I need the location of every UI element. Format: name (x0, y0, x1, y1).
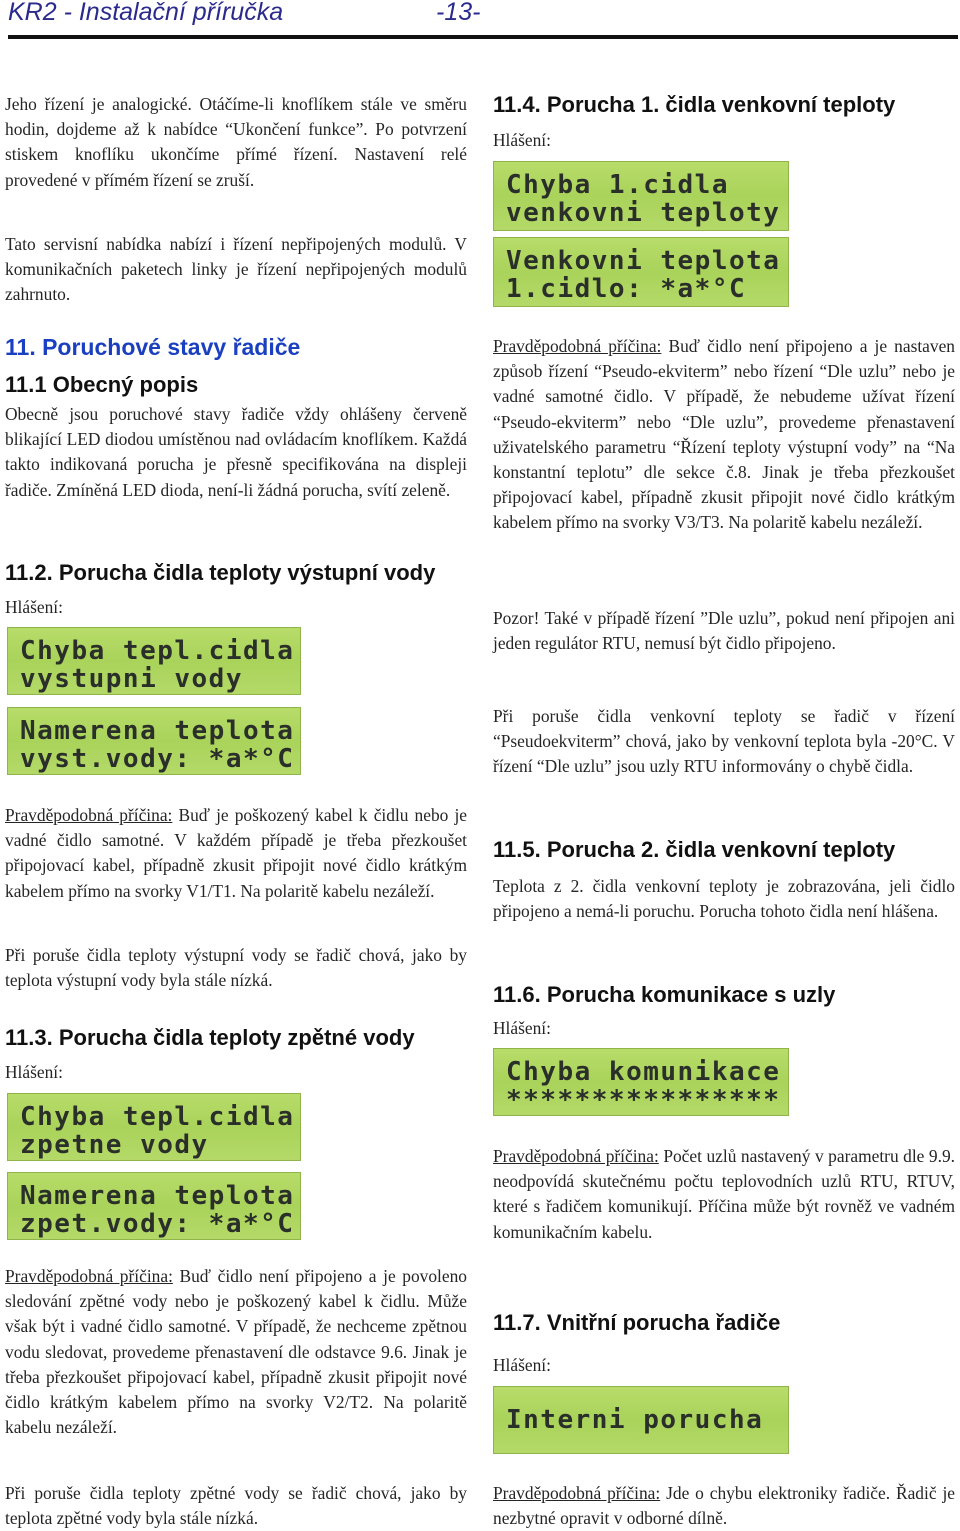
report-label-11-6: Hlášení: (493, 1018, 551, 1038)
lcd-line-1: Chyba tepl.cidla (20, 1102, 295, 1132)
page-header (0, 0, 960, 42)
section-11-7-heading: 11.7. Vnitřní porucha řadiče (493, 1310, 781, 1335)
document-title: KR2 - Instalační příručka (8, 0, 284, 26)
cause-label: Pravděpodobná příčina: (493, 336, 662, 356)
behavior-paragraph-11-4: Při poruše čidla venkovní teploty se řadič v řízení “Pseudoekviterm” chová, jako by venkovní teplota byla -20°C. V řízení “Dle uzlu” jsou uzly RTU informovány o chybě čidla. (493, 706, 955, 777)
cause-text: Počet uzlů nastavený v parametru dle 9.9. neodpovídá skutečnému počtu teplovodních uzlů RTU, RTUV, které s řadičem komunikují. Příčina může být rovněž ve vadném komunikačním kabelu. (493, 1146, 955, 1242)
cause-label: Pravděpodobná příčina: (493, 1146, 659, 1166)
cause-text: Buď je poškozený kabel k čidlu nebo je vadné čidlo samotné. V každém případě je třeba přezkoušet připojovací kabel, případně zkusit připojit nové čidlo krátkým kabelem přímo na svorky V1/T1. Na polaritě kabelu nezáleží. (5, 805, 467, 901)
lcd-display-11-2a (7, 627, 301, 695)
lcd-display-11-7 (493, 1386, 789, 1454)
page-number: -13- (436, 0, 481, 26)
lcd-line-2: zpet.vody: *a*°C (20, 1209, 295, 1239)
cause-label: Pravděpodobná příčina: (5, 1266, 173, 1286)
lcd-display-11-4a (493, 161, 789, 231)
lcd-line-1: Interni porucha (506, 1405, 764, 1435)
cause-paragraph-11-7 (493, 1481, 955, 1531)
section-11-heading: 11. Poruchové stavy řadiče (5, 334, 301, 360)
section-11-1-text: Obecně jsou poruchové stavy řadiče vždy ohlášeny červeně blikající LED diodou umístěnou nad ovládacím knoflíkem. Každá takto indikovaná porucha je přesně specifikována na displeji řadiče. Zmíněná LED dioda, není-li žádná porucha, svítí zeleně. (5, 404, 467, 500)
behavior-paragraph-11-2: Při poruše čidla teploty výstupní vody se řadič chová, jako by teplota výstupní vody byla stále nízká. (5, 945, 467, 991)
section-11-2-heading: 11.2. Porucha čidla teploty výstupní vody (5, 560, 436, 585)
lcd-display-11-3b (7, 1172, 301, 1240)
lcd-line-2: **************** (506, 1085, 781, 1115)
lcd-line-2: venkovni teploty (506, 198, 781, 228)
report-label-11-2: Hlášení: (5, 597, 63, 617)
lcd-display-11-2b (7, 707, 301, 775)
section-11-3-heading: 11.3. Porucha čidla teploty zpětné vody (5, 1025, 415, 1050)
header-rule (8, 35, 958, 39)
lcd-display-11-3a (7, 1093, 301, 1161)
lcd-line-2: vyst.vody: *a*°C (20, 744, 295, 774)
report-label-11-7: Hlášení: (493, 1355, 551, 1375)
cause-label: Pravděpodobná příčina: (5, 805, 173, 825)
lcd-display-11-6 (493, 1048, 789, 1116)
behavior-paragraph-11-3: Při poruše čidla teploty zpětné vody se řadič chová, jako by teplota zpětné vody byla stále nízká. (5, 1483, 467, 1529)
section-11-6-heading: 11.6. Porucha komunikace s uzly (493, 982, 836, 1007)
lcd-line-2: vystupni vody (20, 664, 243, 694)
cause-paragraph-11-3 (5, 1264, 467, 1440)
cause-paragraph-11-4 (493, 334, 955, 536)
cause-text: Buď čidlo není připojeno a je povoleno sledování zpětné vody nebo je poškozený kabel k čidlu. Může však být i vadné čidlo samotné. V případě, že nechceme zpětnou vodu sledovat, provedeme přenastavení dle odstavce 9.6. Jinak je třeba přezkoušet připojovací kabel, případně zkusit připojit nové čidlo krátkým kabelem přímo na svorky V2/T2. Na polaritě kabelu nezáleží. (5, 1266, 467, 1438)
lcd-display-11-4b (493, 237, 789, 307)
lcd-line-1: Chyba 1.cidla (506, 170, 729, 200)
section-11-4-heading: 11.4. Porucha 1. čidla venkovní teploty (493, 92, 896, 117)
cause-text: Jde o chybu elektroniky řadiče. Řadič je nezbytné opravit v odborné dílně. (493, 1483, 955, 1529)
lcd-line-1: Namerena teplota (20, 1181, 295, 1211)
section-11-1-heading: 11.1 Obecný popis (5, 372, 199, 397)
lcd-line-1: Venkovni teplota (506, 246, 781, 276)
cause-paragraph-11-6 (493, 1144, 955, 1245)
lcd-line-1: Chyba komunikace (506, 1057, 781, 1087)
lcd-line-2: zpetne vody (20, 1130, 209, 1160)
cause-text: Buď čidlo není připojeno a je nastaven způsob řízení “Pseudo-ekviterm” nebo řízení “Dle uzlu” nebo je vadné samotné čidlo. V případě, že nebudeme užívat řízení “Pseudo-ekviterm” nebo “Dle uzlu”, provedeme přenastavení uživatelského parametru “Řízení teploty výstupní vody” na “Na konstantní teplotu” dle sekce č.8. Jinak je třeba přezkoušet připojovací kabel, případně zkusit připojit nové čidlo krátkým kabelem přímo na svorky V3/T3. Na polaritě kabelu nezáleží. (493, 336, 955, 533)
report-label-11-4: Hlášení: (493, 130, 551, 150)
cause-label: Pravděpodobná příčina: (493, 1483, 661, 1503)
lcd-line-1: Chyba tepl.cidla (20, 636, 295, 666)
warning-paragraph: Pozor! Také v případě řízení ”Dle uzlu”, pokud není připojen ani jeden regulátor RTU, nemusí být čidlo připojeno. (493, 608, 955, 654)
intro-paragraph-2: Tato servisní nabídka nabízí i řízení nepřipojených modulů. V komunikačních paketech linky je řízení nepřipojených modulů zahrnuto. (5, 234, 467, 305)
cause-paragraph-11-2 (5, 803, 467, 904)
lcd-line-2: 1.cidlo: *a*°C (506, 274, 747, 304)
lcd-line-1: Namerena teplota (20, 716, 295, 746)
intro-paragraph-1: Jeho řízení je analogické. Otáčíme-li knoflíkem stále ve směru hodin, dojdeme až k nabídce “Ukončení funkce”. Po potvrzení stiskem knoflíku ukončíme přímé řízení. Nastavení relé provedené v přímém řízení se zruší. (5, 94, 467, 190)
report-label-11-3: Hlášení: (5, 1062, 63, 1082)
section-11-5-heading: 11.5. Porucha 2. čidla venkovní teploty (493, 837, 896, 862)
section-11-5-text: Teplota z 2. čidla venkovní teploty je zobrazována, jeli čidlo připojeno a nemá-li poruchu. Porucha tohoto čidla není hlášena. (493, 876, 955, 922)
